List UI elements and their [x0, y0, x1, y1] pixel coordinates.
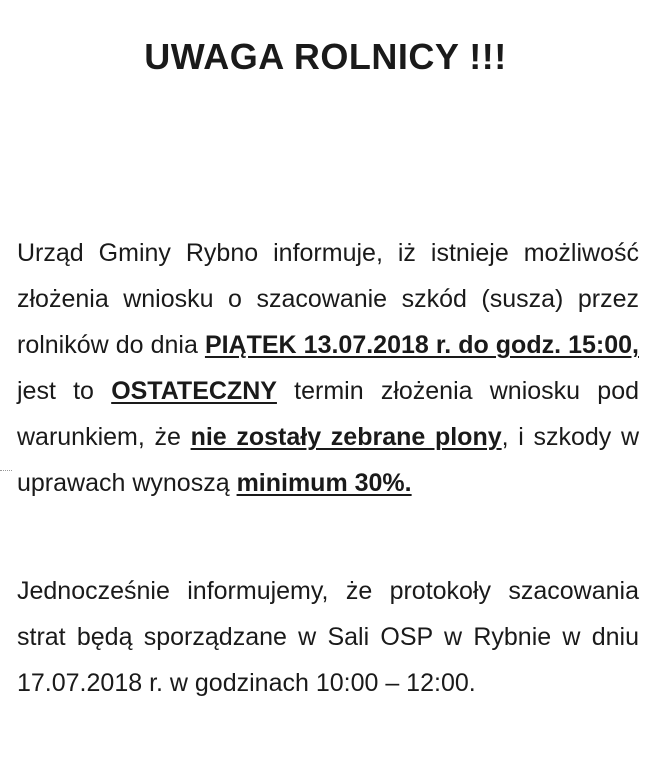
notice-paragraph-deadline: [17, 230, 639, 506]
crops-condition-emphasis: nie zostały zebrane plony: [190, 423, 502, 451]
final-term-emphasis: OSTATECZNY: [111, 377, 277, 405]
damage-threshold-emphasis: minimum 30%.: [236, 469, 412, 497]
paragraph-text: termin złożenia wniosku pod warunkiem, że: [17, 377, 639, 451]
deadline-date-emphasis: PIĄTEK 13.07.2018 r. do godz. 15:00,: [204, 331, 639, 359]
paragraph-text: jest to: [17, 377, 112, 405]
scan-artifact: [0, 470, 12, 473]
notice-title: UWAGA ROLNICY !!!: [144, 36, 507, 77]
paragraph-text: Urząd Gminy Rybno informuje, iż istnieje możliwość złożenia wniosku o szacowanie szkód (susza) przez rolników do dnia: [17, 239, 639, 359]
paragraph-text: , i szkody w uprawach wynoszą: [17, 423, 640, 497]
notice-paragraph-protocols: Jednocześnie informujemy, że protokoły szacowania strat będą sporządzane w Sali OSP w Rybnie w dniu 17.07.2018 r. w godzinach 10:00 – 12:00.: [17, 577, 639, 697]
